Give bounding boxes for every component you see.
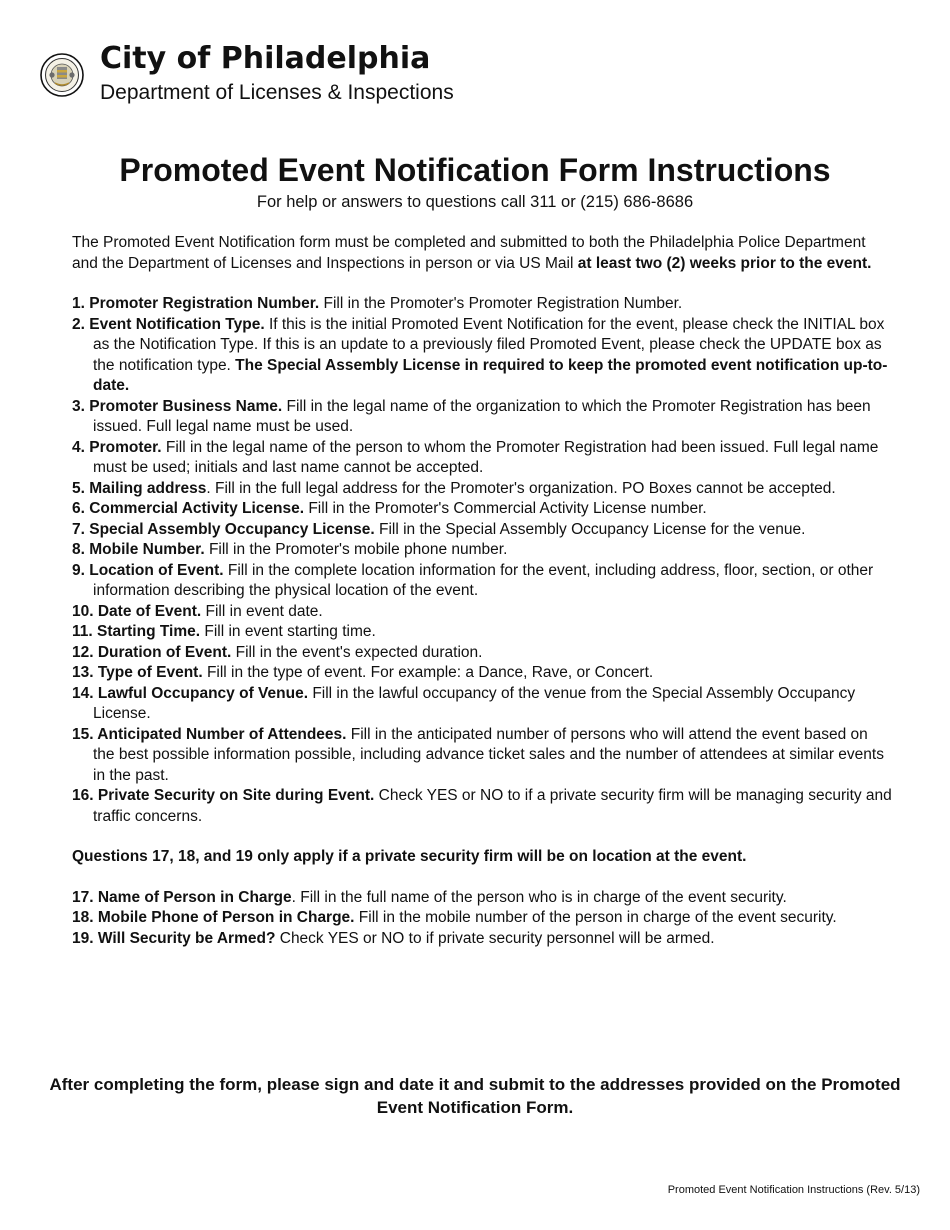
item-label: 19. Will Security be Armed? xyxy=(72,929,276,947)
list-item xyxy=(72,499,892,520)
item-label: 3. Promoter Business Name. xyxy=(72,397,283,415)
footer-revision: Promoted Event Notification Instructions (Rev. 5/13) xyxy=(667,1184,920,1196)
item-text: Fill in the event's expected duration. xyxy=(231,643,483,661)
list-item xyxy=(72,520,892,541)
item-emphasis: The Special Assembly License in required to keep the promoted event notification up-to-date. xyxy=(93,356,888,394)
item-text: Fill in the lawful occupancy of the venue from the Special Assembly Occupancy License. xyxy=(93,684,856,722)
item-text: Check YES or NO to if private security personnel will be armed. xyxy=(275,929,715,947)
item-label: 15. Anticipated Number of Attendees. xyxy=(72,725,347,743)
list-item xyxy=(72,479,892,500)
list-item xyxy=(72,908,892,929)
item-label: 7. Special Assembly Occupancy License. xyxy=(72,520,375,538)
item-label: 8. Mobile Number. xyxy=(72,541,205,558)
list-item xyxy=(72,725,892,787)
list-item xyxy=(72,315,892,397)
item-label: 18. Mobile Phone of Person in Charge. xyxy=(72,909,355,926)
item-label: 10. Date of Event. xyxy=(72,602,202,620)
item-label: 2. Event Notification Type. xyxy=(72,315,265,333)
item-text: Fill in the Promoter's Promoter Registration Number. xyxy=(319,295,683,312)
item-label: 6. Commercial Activity License. xyxy=(72,500,305,517)
list-item xyxy=(72,643,892,664)
city-seal-icon xyxy=(40,53,84,97)
item-text: Fill in the mobile number of the person in charge of the event security. xyxy=(354,909,837,926)
item-text: Fill in the Special Assembly Occupancy License for the venue. xyxy=(374,520,806,538)
item-text: Fill in the type of event. For example: a Dance, Rave, or Concert. xyxy=(202,664,654,681)
security-note: Questions 17, 18, and 19 only apply if a private security firm will be on location at the event. xyxy=(72,848,747,865)
closing-instructions: After completing the form, please sign and date it and submit to the addresses provided on the Promoted Event Notification Form. xyxy=(49,1075,901,1117)
list-item xyxy=(72,294,892,315)
item-text: Fill in the complete location information for the event, including address, floor, section, or other information describing the physical location of the event. xyxy=(93,561,874,599)
item-text: Fill in the Promoter's mobile phone number. xyxy=(204,541,508,558)
city-name: City of Philadelphia xyxy=(100,41,431,76)
list-item xyxy=(72,929,892,950)
item-text: Fill in the anticipated number of persons who will attend the event based on the best possible information possible, including advance ticket sales and the number of attendees at similar events in the past. xyxy=(93,725,884,784)
list-item xyxy=(72,888,892,909)
intro-text: The Promoted Event Notification form must be completed and submitted to both the Philadelphia Police Department and the Department of Licenses and Inspections in person or via US Mail xyxy=(72,234,866,272)
list-item xyxy=(72,786,892,827)
item-label: 16. Private Security on Site during Event. xyxy=(72,787,375,804)
list-item xyxy=(72,397,892,438)
item-text: Check YES or NO to if a private security firm will be managing security and traffic concerns. xyxy=(93,787,892,825)
item-label: 11. Starting Time. xyxy=(72,623,201,640)
list-item xyxy=(72,540,892,561)
item-text: Fill in the legal name of the organization to which the Promoter Registration has been issued. Full legal name must be used. xyxy=(93,397,871,435)
list-item xyxy=(72,438,892,479)
intro-paragraph xyxy=(72,233,892,274)
item-label: 1. Promoter Registration Number. xyxy=(72,295,320,312)
list-item xyxy=(72,663,892,684)
item-label: 9. Location of Event. xyxy=(72,561,224,579)
item-text: If this is the initial Promoted Event Notification for the event, please check the INITIAL box as the Notification Type. If this is an update to a previously filed Promoted Event, please check the UPDATE box as the notification type. xyxy=(93,315,885,374)
list-item xyxy=(72,561,892,602)
item-label: 14. Lawful Occupancy of Venue. xyxy=(72,684,309,702)
security-list xyxy=(72,888,892,950)
item-text: . Fill in the full name of the person who is in charge of the event security. xyxy=(291,888,787,906)
instruction-list xyxy=(72,294,892,827)
item-label: 5. Mailing address xyxy=(72,479,207,497)
item-text: Fill in the Promoter's Commercial Activity License number. xyxy=(304,500,707,517)
item-text: Fill in the legal name of the person to whom the Promoter Registration had been issued. Full legal name must be used; initials and last name cannot be accepted. xyxy=(93,438,879,476)
item-label: 4. Promoter. xyxy=(72,438,162,456)
item-text: Fill in event date. xyxy=(201,602,323,620)
list-item xyxy=(72,602,892,623)
item-label: 12. Duration of Event. xyxy=(72,643,232,661)
item-label: 13. Type of Event. xyxy=(72,664,203,681)
item-text: Fill in event starting time. xyxy=(200,623,376,640)
help-line: For help or answers to questions call 311 or (215) 686-8686 xyxy=(256,193,694,211)
item-label: 17. Name of Person in Charge xyxy=(72,888,292,906)
page-title: Promoted Event Notification Form Instructions xyxy=(119,152,831,188)
department-name: Department of Licenses & Inspections xyxy=(100,81,454,104)
list-item xyxy=(72,622,892,643)
intro-deadline: at least two (2) weeks prior to the event. xyxy=(577,254,872,272)
instructions-body xyxy=(72,233,892,949)
item-text: . Fill in the full legal address for the Promoter's organization. PO Boxes cannot be accepted. xyxy=(206,479,836,497)
list-item xyxy=(72,684,892,725)
